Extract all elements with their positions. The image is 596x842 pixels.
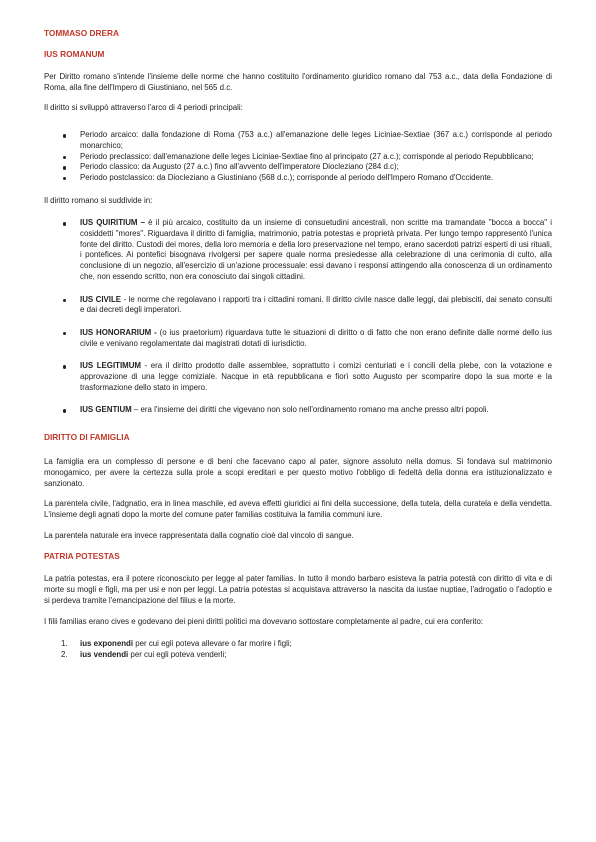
subdivision-intro: Il diritto romano si suddivide in: — [44, 195, 153, 205]
term-ius-vendendi: ius vendendi — [80, 649, 129, 659]
term-ius-honorarium: IUS HONORARIUM - — [80, 327, 157, 337]
bullet-icon — [63, 177, 66, 180]
term-ius-quiritium: IUS QUIRITIUM – — [80, 218, 146, 228]
famiglia-paragraph-2: La parentela civile, l'adgnatio, era in linea maschile, ed aveva effetti giuridici ai fini della successione, della tutela, della curatela e della vendetta. L'insieme degli agnati dopo la morte del comune pater familias costituiva la familia communi iure. — [44, 499, 552, 519]
rights-list — [44, 639, 552, 660]
list-item: 1. ius exponendi per cui egli poteva allevare o far morire i figli; — [61, 639, 292, 649]
intro-paragraph: Per Diritto romano s'intende l'insieme delle norme che hanno costituito l'ordinamento giuridico romano dal 753 a.c., data della Fondazione di Roma, alla fine dell'Impero di Giustiniano, nel 565 d.c. — [44, 72, 552, 92]
bullet-icon — [63, 365, 66, 368]
famiglia-paragraph-1: La famiglia era un complesso di persone e di beni che facevano capo al pater, signore assoluto nella domus. Si fondava sul matrimonio monogamico, per avere la certezza sulla prole a scopi ereditari e per questo motivo l'obbligo di fedeltà della donna era istituzionalizzato e sanzionato. — [44, 457, 552, 488]
list-item: IUS CIVILE - le norme che regolavano i rapporti tra i cittadini romani. Il diritto civile nasce dalle leggi, dai plebisciti, dai senato consulti e dai decreti degli imperatori. — [44, 295, 552, 316]
potestas-paragraph-1: La patria potestas, era il potere riconosciuto per legge al pater familias. In tutto il mondo barbaro esisteva la patria potestà con diritto di vita e di morte su mogli e figli, ma per usi e non per leggi. La patria potestas si acquistava attraverso la nascita da iustae nuptiae, l'adrogatio o l'adoptio e si perdeva tramite l'emancipazione del filius e la morte. — [44, 574, 552, 605]
periods-list — [44, 130, 552, 184]
list-item: IUS QUIRITIUM – è il più arcaico, costituito da un insieme di consuetudini ancestrali, non scritte ma tramandate "bocca a bocca" i cosiddetti "mores". Riguardava il diritto di famiglia, matrimonio, patria potestas e proprietà privata. Per lungo tempo rappresentò l'unica fonte del diritto. Custodi dei mores, della loro memoria e della loro preservazione nel tempo, erano sacerdoti patrizi esperti di usi rituali, i pontefices. Ai pontefici bisognava rivolgersi per sapere quale norma presiedesse alla celebrazione di una cerimonia di culto, alla conclusione di un negozio, all'esercizio di un'azione processuale: essi davano i responsi attingendo alla conoscenza di un ordinamento che, non essendo scritto, non era conosciuto dai singoli cittadini. — [44, 218, 552, 282]
famiglia-paragraph-3: La parentela naturale era invece rappresentata dalla cognatio cioè dal vincolo di sangue. — [44, 530, 354, 540]
term-ius-legitimum: IUS LEGITIMUM — [80, 361, 141, 371]
bullet-icon — [63, 156, 66, 159]
list-item: Periodo arcaico: dalla fondazione di Roma (753 a.c.) all'emanazione delle leges Liciniae-Sextiae (367 a.c.) corrisponde al periodo monarchico; — [44, 130, 552, 151]
section-heading-ius-romanum: IUS ROMANUM — [44, 49, 105, 59]
potestas-paragraph-2: I filii familias erano cives e godevano dei pieni diritti politici ma dovevano sottostare completamente al padre, cui era conferito: — [44, 616, 484, 626]
bullet-icon — [63, 222, 66, 225]
term-ius-gentium: IUS GENTIUM — [80, 405, 132, 415]
bullet-icon — [63, 409, 66, 412]
subdivisions-list — [44, 218, 552, 416]
periods-intro: Il diritto si sviluppò attraverso l'arco di 4 periodi principali: — [44, 103, 243, 113]
list-item: Periodo preclassico: dall'emanazione delle leges Liciniae-Sextiae fino al principato (27 a.c.); corrisponde al periodo Repubblicano; — [44, 152, 552, 163]
section-heading-patria-potestas: PATRIA POTESTAS — [44, 551, 120, 562]
term-ius-exponendi: ius exponendi — [80, 639, 134, 649]
list-item: Periodo classico: da Augusto (27 a.c.) fino all'avvento dell'imperatore Diocleziano (284 d.c); — [44, 162, 552, 173]
bullet-icon — [63, 332, 66, 335]
bullet-icon — [63, 166, 66, 169]
section-heading-diritto-famiglia: DIRITTO DI FAMIGLIA — [44, 432, 130, 443]
term-ius-civile: IUS CIVILE — [80, 294, 122, 304]
list-item: IUS GENTIUM – era l'insieme dei diritti che vigevano non solo nell'ordinamento romano ma anche presso altri popoli. — [44, 405, 552, 416]
bullet-icon — [63, 134, 66, 137]
bullet-icon — [63, 299, 66, 302]
list-item: IUS LEGITIMUM - era il diritto prodotto dalle assemblee, soprattutto i comizi centuriati e i concili della plebe, con la votazione e approvazione di una legge comiziale. Nacque in età repubblicana e fiorì sotto Augusto per scomparire dopo la sua morte e la trasformazione dello stato in impero. — [44, 361, 552, 393]
list-item: 2. ius vendendi per cui egli poteva venderli; — [61, 649, 227, 659]
list-item: IUS HONORARIUM - (o ius praetorium) riguardava tutte le situazioni di diritto o di fatto che non erano definite dalle norme dello ius civile e venivano regolamentate dai magistrati dotati di iurisdictio. — [44, 328, 552, 349]
list-item: Periodo postclassico: da Diocleziano a Giustiniano (568 d.c.); corrisponde al periodo dell'Impero Romano d'Occidente. — [44, 173, 552, 184]
author-name: TOMMASO DRERA — [44, 28, 119, 38]
